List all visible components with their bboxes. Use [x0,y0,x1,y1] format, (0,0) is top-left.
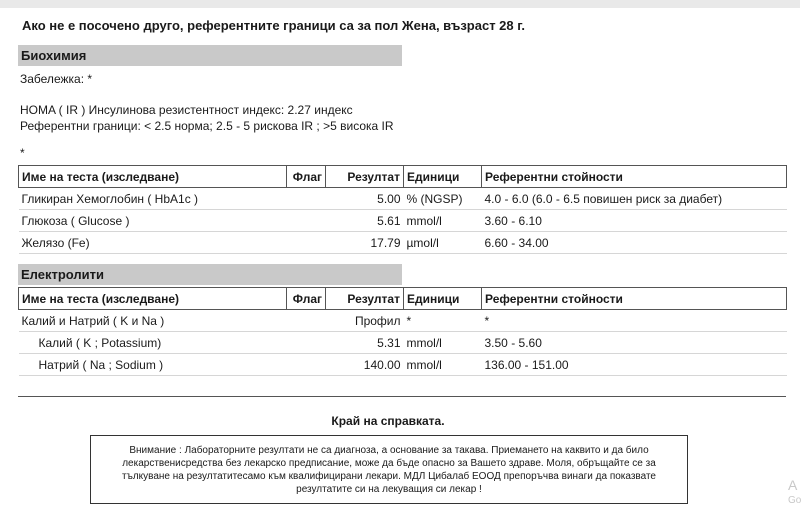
test-result: 5.61 [326,210,404,232]
homa-index-line: HOMA ( IR ) Инсулинова резистентност индекс: 2.27 индекс [20,103,353,117]
end-of-report-note: Край на справката. [331,414,445,428]
section-title-biochemistry: Биохимия [18,45,402,66]
column-header-result: Резултат [326,288,404,310]
test-result: 140.00 [326,354,404,376]
divider [18,396,786,397]
asterisk-note: * [20,146,25,160]
note-label: Забележка: * [20,72,93,86]
test-name: Желязо (Fe) [19,232,287,254]
biochemistry-results-table [18,165,787,254]
column-header-unit: Единици [404,288,482,310]
test-unit: mmol/l [404,354,482,376]
test-unit: mmol/l [404,210,482,232]
test-unit: * [404,310,482,332]
table-header-row [19,288,787,310]
test-reference: 136.00 - 151.00 [482,354,787,376]
test-result: Профил [326,310,404,332]
top-bar [0,0,800,8]
test-unit: mmol/l [404,332,482,354]
test-name: Гликиран Хемоглобин ( HbA1c ) [19,188,287,210]
column-header-result: Резултат [326,166,404,188]
column-header-flag: Флаг [287,166,326,188]
column-header-unit: Единици [404,166,482,188]
reference-header-note: Ако не е посочено друго, референтните граници са за пол Жена, възраст 28 г. [22,18,525,33]
table-row [19,332,787,354]
table-row [19,354,787,376]
electrolytes-results-table [18,287,787,376]
test-name: Натрий ( Na ; Sodium ) [19,354,287,376]
watermark [788,478,801,508]
table-row [19,310,787,332]
test-unit: µmol/l [404,232,482,254]
test-reference: 6.60 - 34.00 [482,232,787,254]
test-result: 5.31 [326,332,404,354]
test-flag [287,354,326,376]
table-row [19,188,787,210]
table-row [19,210,787,232]
column-header-reference: Референтни стойности [482,166,787,188]
test-unit: % (NGSP) [404,188,482,210]
table-header-row [19,166,787,188]
homa-reference-line: Референтни граници: < 2.5 норма; 2.5 - 5 рискова IR ; >5 висока IR [20,119,394,133]
column-header-test: Име на теста (изследване) [19,288,287,310]
test-result: 17.79 [326,232,404,254]
table-row [19,232,787,254]
test-reference: 4.0 - 6.0 (6.0 - 6.5 повишен риск за диабет) [482,188,787,210]
test-name: Глюкоза ( Glucose ) [19,210,287,232]
test-flag [287,232,326,254]
column-header-reference: Референтни стойности [482,288,787,310]
column-header-test: Име на теста (изследване) [19,166,287,188]
disclaimer-box: Внимание : Лабораторните резултати не са диагноза, а основание за такава. Приемането на каквито и да било лекарствениcредства без лекарско предписание, може да бъде опасно за Вашето здраве. Моля, обръщайте се за тълкуване на резултатитесамо към квалифицирани лекари. МДЛ Цибалаб ЕООД препоръчва винаги да показвате резултатите си на лекуващия си лекар ! [90,435,688,504]
column-header-flag: Флаг [287,288,326,310]
test-reference: * [482,310,787,332]
test-flag [287,310,326,332]
test-name: Калий ( K ; Potassium) [19,332,287,354]
test-flag [287,188,326,210]
test-reference: 3.50 - 5.60 [482,332,787,354]
section-title-electrolytes: Електролити [18,264,402,285]
watermark-line-2: Go [788,495,801,506]
test-result: 5.00 [326,188,404,210]
test-name: Калий и Натрий ( K и Na ) [19,310,287,332]
watermark-line-1: A [788,477,798,493]
test-flag [287,210,326,232]
test-reference: 3.60 - 6.10 [482,210,787,232]
test-flag [287,332,326,354]
